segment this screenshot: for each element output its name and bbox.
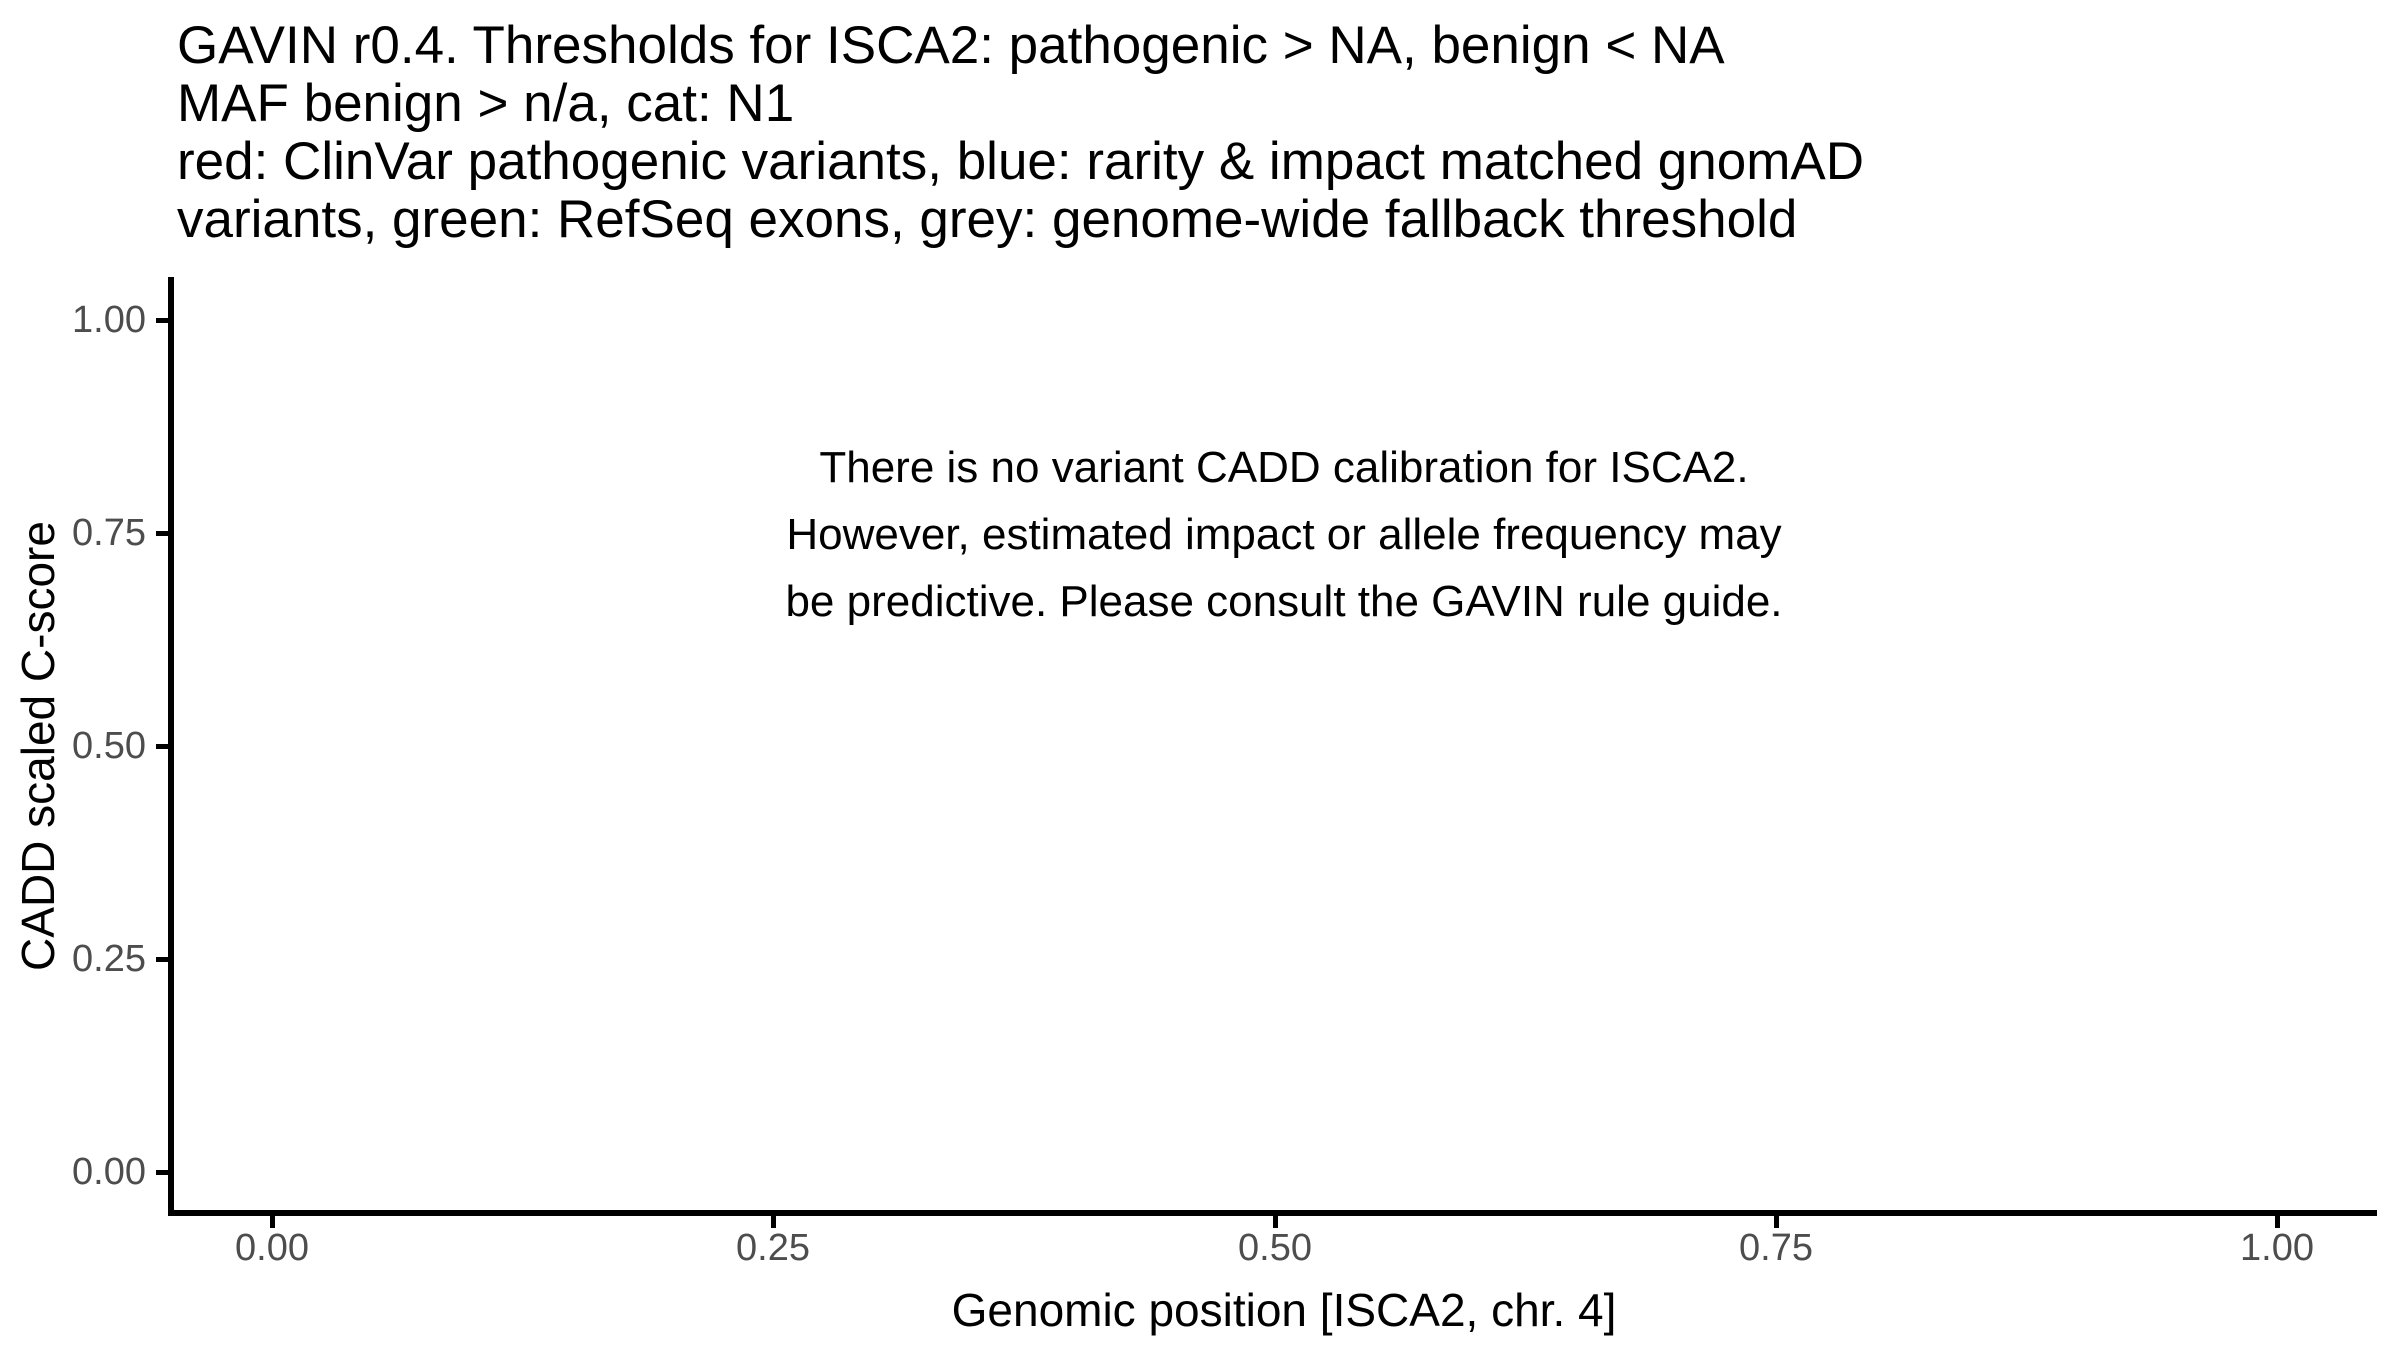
x-axis-title: Genomic position [ISCA2, chr. 4]: [951, 1284, 1617, 1336]
y-tick-label: 0.25: [72, 938, 146, 980]
panel-annotation: [785, 434, 1782, 635]
y-tick-label: 0.00: [72, 1151, 146, 1193]
plot-title-line: GAVIN r0.4. Thresholds for ISCA2: pathogenic > NA, benign < NA: [177, 16, 1725, 75]
x-tick-label: 0.75: [1739, 1227, 1813, 1269]
y-tick-label: 1.00: [72, 299, 146, 341]
y-tick: [156, 1170, 168, 1175]
annotation-line: There is no variant CADD calibration for ISCA2.: [819, 443, 1749, 492]
annotation-line: However, estimated impact or allele frequency may: [786, 510, 1782, 559]
x-tick-label: 0.00: [235, 1227, 309, 1269]
plot-title: [177, 17, 1864, 249]
y-tick: [156, 744, 168, 749]
plot-title-line: MAF benign > n/a, cat: N1: [177, 74, 795, 133]
y-tick-label: 0.50: [72, 725, 146, 767]
plot-panel: [174, 277, 2377, 1210]
x-tick-label: 0.50: [1238, 1227, 1312, 1269]
plot-title-line: red: ClinVar pathogenic variants, blue: rarity & impact matched gnomAD: [177, 132, 1864, 191]
y-axis-line: [168, 277, 174, 1216]
annotation-line: be predictive. Please consult the GAVIN rule guide.: [785, 577, 1783, 626]
plot-title-line: variants, green: RefSeq exons, grey: genome-wide fallback threshold: [177, 190, 1798, 249]
y-tick: [156, 957, 168, 962]
y-tick-label: 0.75: [72, 512, 146, 554]
x-tick-label: 0.25: [736, 1227, 810, 1269]
y-axis-title: CADD scaled C-score: [12, 521, 64, 971]
y-tick: [156, 318, 168, 323]
y-tick: [156, 531, 168, 536]
x-tick-label: 1.00: [2240, 1227, 2314, 1269]
